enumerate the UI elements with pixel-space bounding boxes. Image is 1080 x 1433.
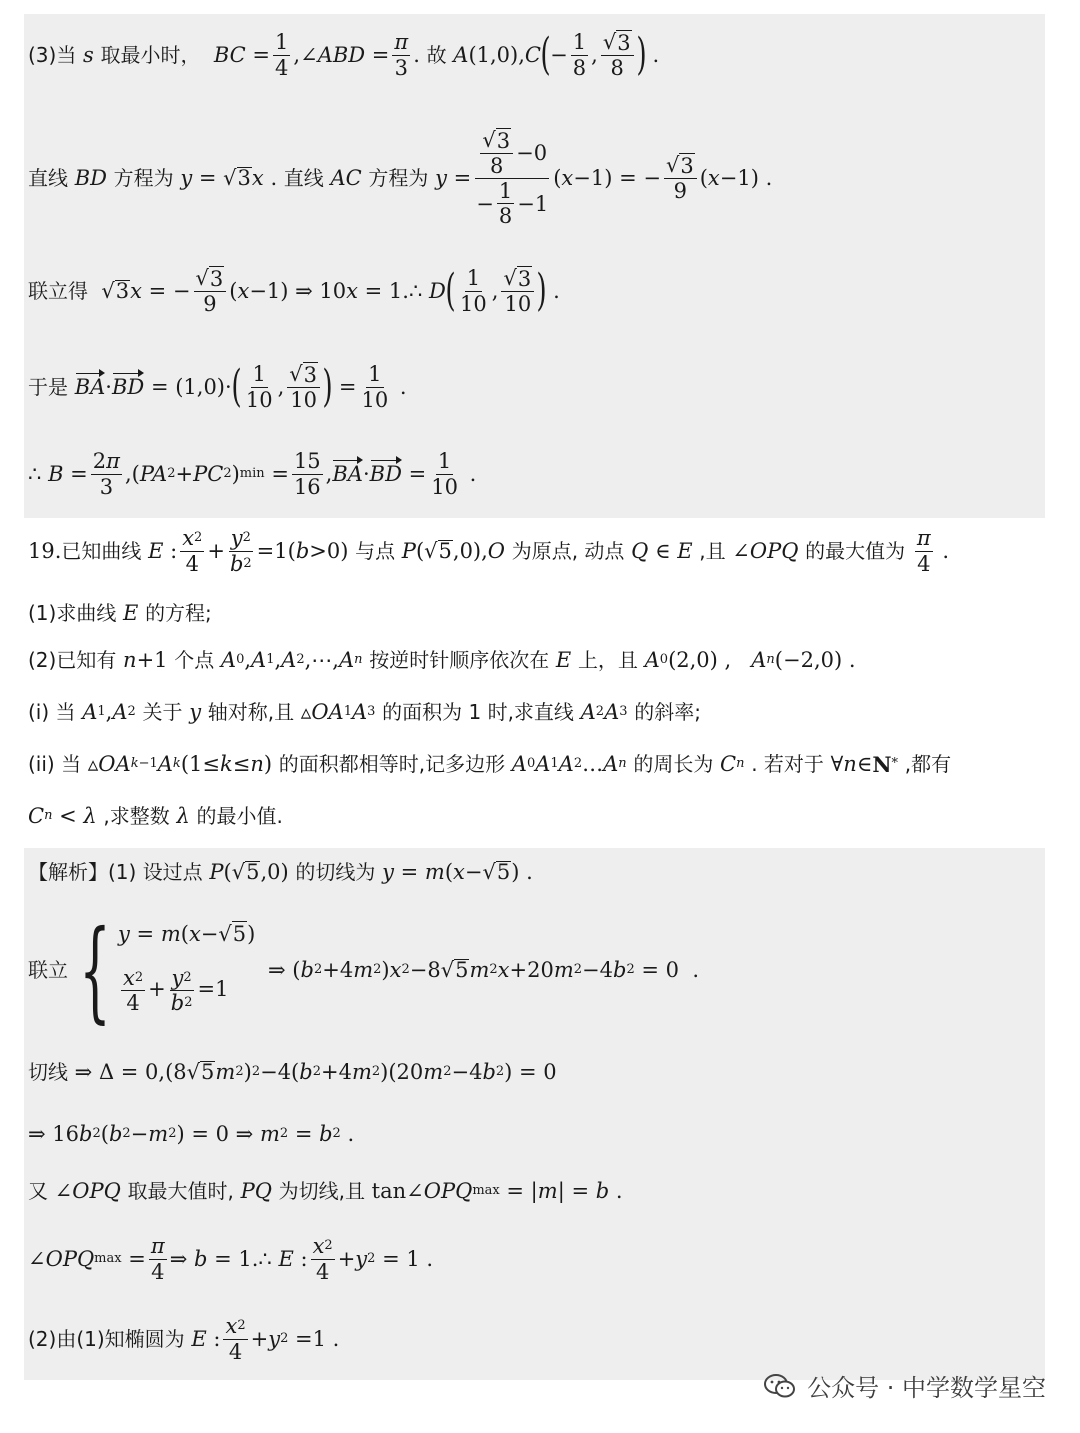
question-1: (1)求曲线 E 的方程; <box>28 600 212 625</box>
analysis-line-2: 联立 { y = m(x−√5) x 2 4 + y 2 b 2 =1 ⇒ ( b 2 +4 m 2 ) x 2 −8√ 5 m 2 x +20 m 2 −4 b 2 = 0 . <box>28 906 700 1034</box>
wechat-icon <box>763 1372 797 1400</box>
solution-line-3: 联立得 √ 3 x = − √ 3 9 ( x −1) ⇒ 10 x = 1.∴ D ( $\frac{1}{10}$ , √ 3 10 ) . <box>28 265 560 316</box>
analysis-line-7: (2)由(1)知椭圆为 E : x 2 4 + y 2 =1 . <box>28 1314 340 1364</box>
analysis-line-5: 又 ∠ OPQ 取最大值时, PQ 为切线,且 tan∠ OPQ max = | m | = b . <box>28 1178 623 1203</box>
solution-line-5: ∴ B = 2 π 3 ,( PA 2 + PC 2 ) min = $\frac{15}{16}$ , BA · BD = $\frac{1}{10}$ . <box>28 449 477 499</box>
question-2-ii: (ii) 当 ▵ OA k−1 A k (1≤ k ≤ n ) 的面积都相等时,记多边形 A 0 A 1 A 2 … A n 的周长为 C n . 若对于 ∀ n ∈ N * ,都有 <box>28 751 952 777</box>
watermark <box>763 1368 1046 1403</box>
solution-line-1: (3)当 s 取最小时， BC = $\frac{1}{4}$ ,∠ ABD = $\frac{\pi}{3}$ . 故 A (1,0), C ( − $\frac{1}{8}$ , √ 3 8 ) . <box>28 29 660 80</box>
problem-statement: 19. 已知曲线 E : x 2 4 + y 2 b 2 =1( b >0) 与点 P (√ 5 ,0), O 为原点, 动点 Q ∈ E ,且 ∠ OPQ 的最大值为 $\frac{\pi}{4}$ . <box>28 526 950 576</box>
solution-line-2: 直线 BD 方程为 y = √ 3 x . 直线 AC 方程为 y = √ 3 8 −0 − $\frac{1}{8}$ −1 ( x −1) = − √ 3 9 ( x −1) . <box>28 128 773 229</box>
question-2: (2)已知有 n +1 个点 A 0 , A 1 , A 2 ,⋯, A n 按逆时针顺序依次在 E 上，且 A 0 (2,0) , A n (−2,0) . <box>28 647 856 672</box>
analysis-line-1: 【解析】 (1) 设过点 P (√ 5 ,0) 的切线为 y = m ( x −√ 5 ) . <box>28 859 533 884</box>
analysis-line-6: ∠ OPQ max = $\frac{\pi}{4}$ ⇒ b = 1.∴ E : x 2 4 + y 2 = 1 . <box>28 1234 434 1284</box>
question-2-i: (i) 当 A 1 , A 2 关于 y 轴对称,且 ▵ OA 1 A 3 的面积为 1 时,求直线 A 2 A 3 的斜率; <box>28 699 701 724</box>
watermark-text: 公众号 · 中学数学星空 <box>807 1374 1046 1402</box>
analysis-line-4: ⇒ 16 b 2 ( b 2 − m 2 ) = 0 ⇒ m 2 = b 2 . <box>28 1121 355 1146</box>
question-2-ii-cont: C n < λ ,求整数 λ 的最小值. <box>28 803 283 828</box>
analysis-line-3: 切线 ⇒ Δ = 0,(8√ 5 m 2 ) 2 −4( b 2 +4 m 2 )(20 m 2 −4 b 2 ) = 0 <box>28 1059 557 1084</box>
solution-line-4: 于是 BA · BD = (1,0)· ( $\frac{1}{10}$ , √ 3 10 ) = $\frac{1}{10}$ . <box>28 361 407 412</box>
